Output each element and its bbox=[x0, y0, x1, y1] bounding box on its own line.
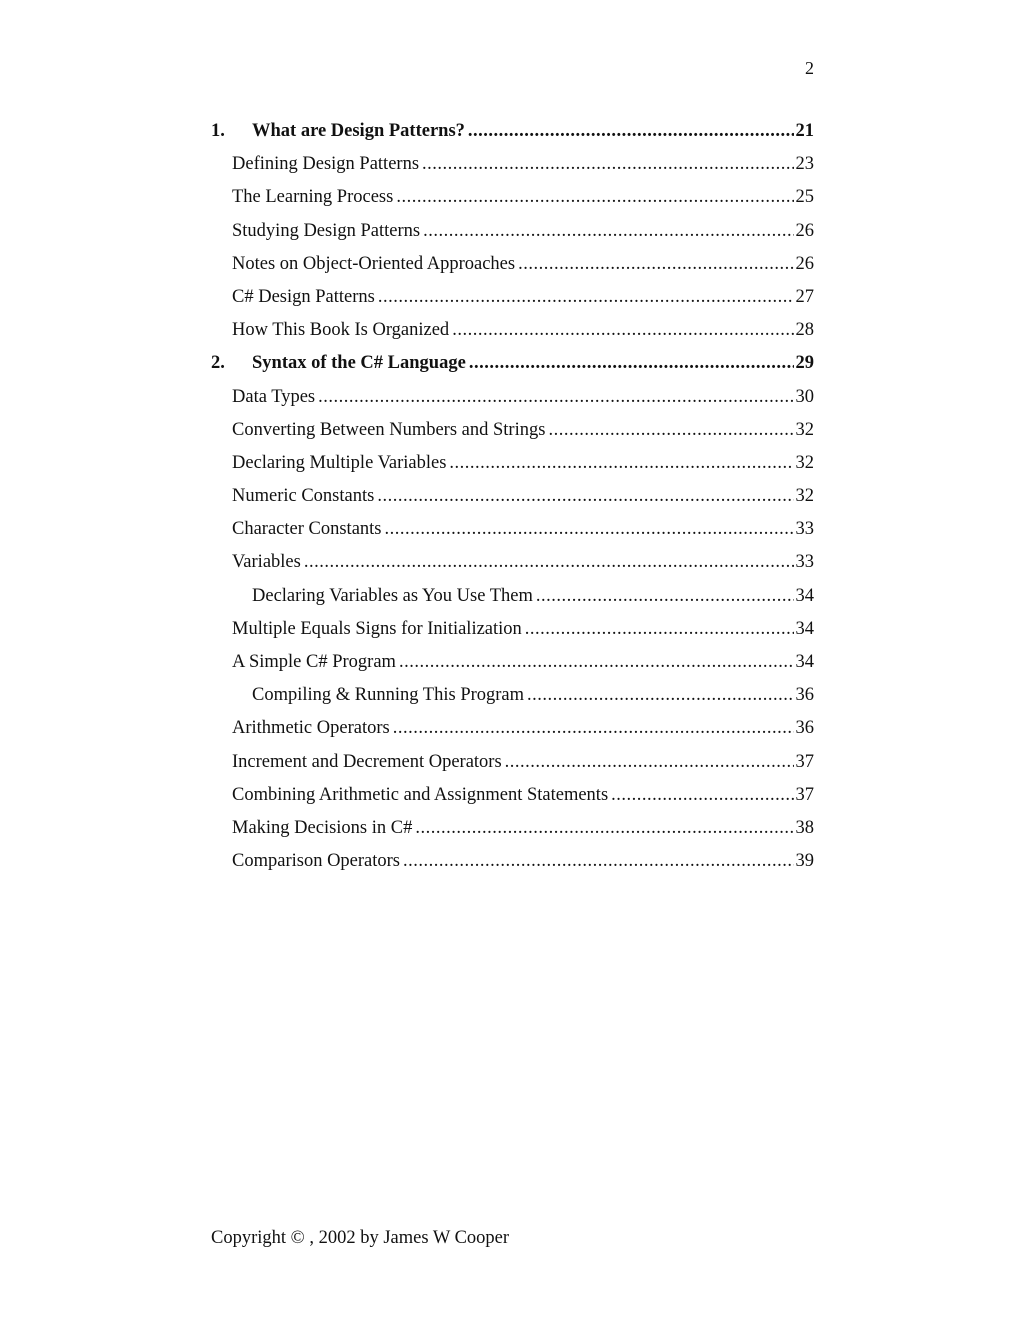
toc-entry-title: Numeric Constants bbox=[232, 486, 375, 507]
toc-section-entry bbox=[211, 580, 814, 613]
toc-dot-leader bbox=[469, 347, 794, 380]
toc-dot-leader bbox=[393, 712, 794, 745]
page-number: 2 bbox=[805, 58, 814, 78]
toc-dot-leader bbox=[548, 414, 793, 447]
toc-entry-title: Converting Between Numbers and Strings bbox=[232, 419, 546, 440]
toc-page-number: 34 bbox=[795, 652, 814, 672]
toc-entry-title: Increment and Decrement Operators bbox=[232, 751, 502, 772]
toc-entry-title: Combining Arithmetic and Assignment Statements bbox=[232, 784, 609, 805]
toc-page-number: 26 bbox=[795, 253, 814, 274]
toc-page-number: 34 bbox=[795, 618, 814, 639]
toc-section-entry bbox=[211, 845, 814, 878]
table-of-contents bbox=[211, 115, 814, 878]
toc-page-number: 26 bbox=[795, 220, 814, 241]
toc-section-entry bbox=[211, 779, 814, 812]
toc-page-number: 37 bbox=[795, 751, 814, 772]
toc-section-entry bbox=[211, 314, 814, 347]
toc-section-entry bbox=[211, 181, 814, 214]
toc-page-number: 36 bbox=[795, 685, 814, 706]
toc-page-number: 37 bbox=[795, 784, 814, 805]
toc-page-number: 36 bbox=[795, 718, 814, 739]
toc-section-entry bbox=[211, 447, 814, 480]
toc-page-number: 25 bbox=[795, 187, 814, 208]
toc-dot-leader bbox=[449, 447, 793, 480]
toc-dot-leader bbox=[423, 215, 793, 248]
toc-dot-leader bbox=[304, 546, 794, 579]
toc-dot-leader bbox=[422, 148, 793, 181]
toc-page-number: 23 bbox=[795, 154, 814, 175]
toc-entry-title: How This Book Is Organized bbox=[232, 320, 450, 341]
toc-section-entry bbox=[211, 414, 814, 447]
toc-entry-title: Studying Design Patterns bbox=[232, 220, 421, 241]
toc-entry-title: Defining Design Patterns bbox=[232, 154, 420, 175]
toc-dot-leader bbox=[378, 281, 794, 314]
toc-chapter-entry bbox=[211, 347, 814, 380]
toc-section-entry bbox=[211, 613, 814, 646]
toc-section-entry bbox=[211, 381, 814, 414]
toc-entry-title: The Learning Process bbox=[232, 187, 394, 208]
toc-entry-title: Syntax of the C# Language bbox=[252, 353, 466, 374]
toc-page-number: 32 bbox=[795, 419, 814, 440]
toc-page-number: 39 bbox=[795, 851, 814, 872]
toc-section-entry bbox=[211, 712, 814, 745]
toc-dot-leader bbox=[403, 845, 793, 878]
toc-entry-title: Arithmetic Operators bbox=[232, 718, 390, 739]
toc-dot-leader bbox=[452, 314, 793, 347]
toc-entry-title: Declaring Multiple Variables bbox=[232, 452, 447, 473]
toc-page-number: 38 bbox=[795, 817, 814, 838]
toc-section-entry bbox=[211, 812, 814, 845]
toc-entry-title: Multiple Equals Signs for Initialization bbox=[232, 618, 522, 639]
toc-section-entry bbox=[211, 679, 814, 712]
toc-page-number: 30 bbox=[795, 386, 814, 407]
toc-section-entry bbox=[211, 546, 814, 579]
toc-page-number: 32 bbox=[795, 452, 814, 473]
toc-entry-title: Data Types bbox=[232, 386, 316, 407]
toc-section-entry bbox=[211, 281, 814, 314]
toc-entry-title: C# Design Patterns bbox=[232, 286, 375, 307]
toc-entry-title: A Simple C# Program bbox=[232, 652, 396, 672]
toc-chapter-number: 1. bbox=[211, 121, 225, 141]
toc-page-number: 21 bbox=[795, 121, 814, 141]
toc-entry-title: Notes on Object-Oriented Approaches bbox=[232, 253, 516, 274]
toc-section-entry bbox=[211, 746, 814, 779]
toc-page-number: 29 bbox=[795, 353, 814, 374]
toc-section-entry bbox=[211, 215, 814, 248]
toc-dot-leader bbox=[377, 480, 793, 513]
toc-chapter-number: 2. bbox=[211, 353, 225, 374]
toc-section-entry bbox=[211, 513, 814, 546]
toc-page-number: 28 bbox=[795, 320, 814, 341]
toc-dot-leader bbox=[611, 779, 793, 812]
toc-page-number: 34 bbox=[795, 585, 814, 606]
toc-page-number: 32 bbox=[795, 486, 814, 507]
toc-entry-title: Making Decisions in C# bbox=[232, 817, 413, 838]
toc-dot-leader bbox=[399, 646, 794, 679]
toc-dot-leader bbox=[527, 679, 793, 712]
toc-entry-title: Compiling & Running This Program bbox=[252, 685, 525, 706]
toc-dot-leader bbox=[385, 513, 794, 546]
toc-entry-title: Comparison Operators bbox=[232, 851, 401, 872]
toc-dot-leader bbox=[415, 812, 793, 845]
toc-page-number: 33 bbox=[795, 519, 814, 540]
toc-dot-leader bbox=[518, 248, 793, 281]
toc-section-entry bbox=[211, 480, 814, 513]
toc-section-entry bbox=[211, 148, 814, 181]
toc-entry-title: What are Design Patterns? bbox=[252, 121, 465, 141]
toc-dot-leader bbox=[505, 746, 794, 779]
toc-dot-leader bbox=[396, 181, 793, 214]
toc-dot-leader bbox=[318, 381, 793, 414]
toc-dot-leader bbox=[536, 580, 794, 613]
toc-dot-leader bbox=[468, 115, 794, 148]
toc-page-number: 27 bbox=[795, 286, 814, 307]
toc-chapter-entry bbox=[211, 115, 814, 148]
copyright-footer: Copyright © , 2002 by James W Cooper bbox=[211, 1228, 510, 1248]
toc-entry-title: Character Constants bbox=[232, 519, 382, 540]
toc-section-entry bbox=[211, 248, 814, 281]
toc-section-entry bbox=[211, 646, 814, 679]
toc-page-number: 33 bbox=[795, 552, 814, 573]
toc-entry-title: Variables bbox=[232, 552, 301, 573]
toc-dot-leader bbox=[525, 613, 794, 646]
toc-entry-title: Declaring Variables as You Use Them bbox=[252, 585, 533, 606]
